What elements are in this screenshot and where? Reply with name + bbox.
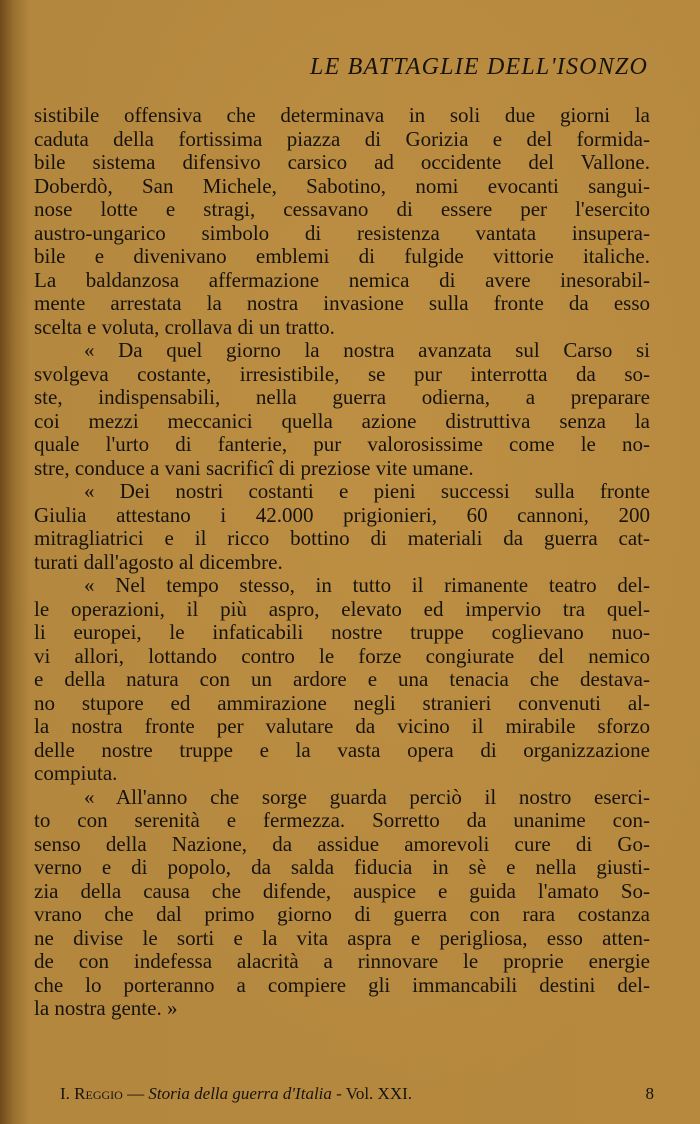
text-line: caduta della fortissima piazza di Gorizia e del formida- bbox=[34, 126, 650, 151]
text-line: ste, indispensabili, nella guerra odierna, a preparare bbox=[34, 385, 650, 409]
text-line: zia della causa che difende, auspice e guida l'amato So- bbox=[34, 878, 650, 903]
text-line: mitragliatrici e il ricco bottino di materiali da guerra cat- bbox=[34, 526, 650, 550]
text-line: quale l'urto di fanterie, pur valorosissime come le no- bbox=[34, 432, 650, 456]
paragraph bbox=[34, 574, 650, 786]
footer-author-initial: I. bbox=[60, 1084, 75, 1103]
text-line: bile sistema difensivo carsico ad occidente del Vallone. bbox=[34, 150, 650, 174]
footer-separator: — bbox=[122, 1084, 149, 1103]
text-line: sistibile offensiva che determinava in soli due giorni la bbox=[34, 103, 650, 127]
text-line: scelta e voluta, crollava di un tratto. bbox=[34, 314, 335, 339]
text-line: coi mezzi meccanici quella azione distruttiva senza la bbox=[34, 408, 650, 433]
text-line: senso della Nazione, da assidue amorevoli cure di Go- bbox=[34, 831, 650, 856]
paragraph bbox=[34, 786, 650, 1021]
text-line: Doberdò, San Michele, Sabotino, nomi evocanti sangui- bbox=[34, 173, 650, 198]
paragraph bbox=[34, 104, 650, 339]
footer-author-surname: Reggio bbox=[74, 1084, 123, 1103]
text-line: ne divise le sorti e la vita aspra e perigliosa, esso atten- bbox=[34, 925, 650, 950]
text-line: svolgeva costante, irresistibile, se pur interrotta da so- bbox=[34, 361, 650, 386]
text-line: bile e divenivano emblemi di fulgide vittorie italiche. bbox=[34, 244, 650, 268]
text-line: compiuta. bbox=[34, 761, 118, 785]
text-line: le operazioni, il più aspro, elevato ed impervio tra quel- bbox=[34, 596, 650, 621]
text-line: mente arrestata la nostra invasione sulla fronte da esso bbox=[34, 291, 650, 315]
footer-citation bbox=[60, 1084, 412, 1104]
text-line: la nostra gente. » bbox=[34, 996, 178, 1020]
paragraph bbox=[34, 480, 650, 574]
text-line: turati dall'agosto al dicembre. bbox=[34, 549, 283, 574]
footer-book-title: Storia della guerra d'Italia bbox=[148, 1084, 332, 1103]
text-line: delle nostre truppe e la vasta opera di organizzazione bbox=[34, 737, 650, 762]
text-line: Giulia attestano i 42.000 prigionieri, 60 cannoni, 200 bbox=[34, 502, 650, 527]
text-line: « Dei nostri costanti e pieni successi sulla fronte bbox=[84, 479, 650, 503]
text-line: de con indefessa alacrità a rinnovare le proprie energie bbox=[34, 949, 650, 973]
body-text bbox=[34, 104, 650, 1021]
text-line: vi allori, lottando contro le forze congiurate del nemico bbox=[34, 643, 650, 668]
text-line: La baldanzosa affermazione nemica di avere inesorabil- bbox=[34, 267, 650, 292]
text-line: verno e di popolo, da salda fiducia in sè e nella giusti- bbox=[34, 855, 650, 879]
text-line: vrano che dal primo giorno di guerra con rara costanza bbox=[34, 902, 650, 926]
running-head: LE BATTAGLIE DELL'ISONZO bbox=[310, 54, 648, 80]
text-line: « Da quel giorno la nostra avanzata sul Carso si bbox=[84, 338, 650, 362]
text-line: nose lotte e stragi, cessavano di essere per l'esercito bbox=[34, 197, 650, 221]
text-line: li europei, le infaticabili nostre truppe coglievano nuo- bbox=[34, 620, 650, 644]
text-line: stre, conduce a vani sacrificî di preziose vite umane. bbox=[34, 455, 474, 480]
text-line: no stupore ed ammirazione negli stranieri convenuti al- bbox=[34, 690, 650, 715]
text-line: che lo porteranno a compiere gli immancabili destini del- bbox=[34, 972, 650, 997]
text-line: « All'anno che sorge guarda perciò il nostro eserci- bbox=[84, 784, 650, 809]
page-number: 8 bbox=[645, 1084, 654, 1103]
text-line: « Nel tempo stesso, in tutto il rimanente teatro del- bbox=[84, 573, 650, 597]
footer-volume: - Vol. XXI. bbox=[331, 1084, 413, 1103]
text-line: la nostra fronte per valutare da vicino il mirabile sforzo bbox=[34, 714, 650, 738]
text-line: to con serenità e fermezza. Sorretto da unanime con- bbox=[34, 808, 650, 832]
text-line: austro-ungarico simbolo di resistenza vantata insupera- bbox=[34, 220, 650, 245]
paragraph bbox=[34, 339, 650, 480]
text-line: e della natura con un ardore e una tenacia che destava- bbox=[34, 667, 650, 691]
